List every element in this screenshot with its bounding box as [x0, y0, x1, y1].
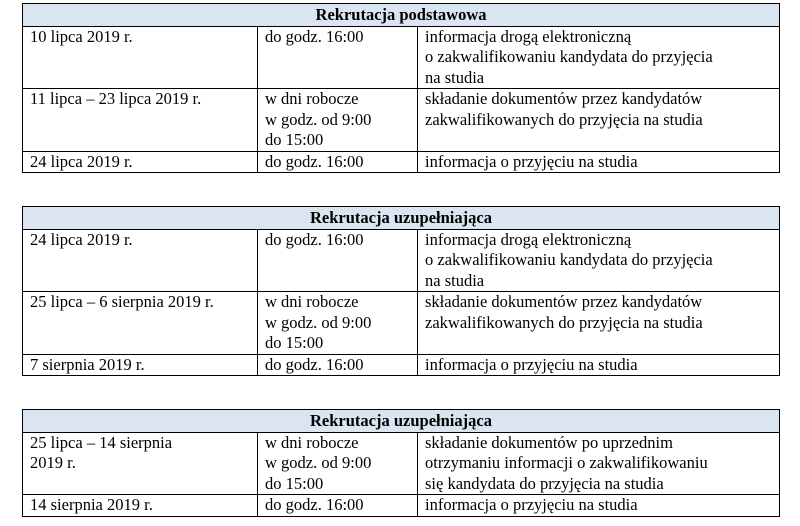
description-cell: [418, 229, 780, 292]
table-row: [23, 151, 780, 173]
section-title: Rekrutacja podstawowa: [23, 4, 780, 27]
description-line: się kandydata do przyjęcia na studia: [425, 473, 664, 493]
description-cell: [418, 432, 780, 495]
schedule-table-basic: [22, 3, 780, 173]
description-line: składanie dokumentów przez kandydatów: [425, 89, 703, 108]
description-line: składanie dokumentów przez kandydatów: [425, 292, 703, 311]
time-line: w dni robocze: [265, 432, 359, 452]
date-cell: [23, 292, 258, 355]
date-cell: [23, 354, 258, 376]
description-line: informacja o przyjęciu na studia: [425, 354, 638, 374]
time-line: do godz. 16:00: [265, 354, 364, 374]
description-line: zakwalifikowanych do przyjęcia na studia: [425, 312, 703, 332]
time-cell: [258, 151, 418, 173]
table-row: [23, 354, 780, 376]
table-row: [23, 495, 780, 517]
time-cell: [258, 432, 418, 495]
time-line: do godz. 16:00: [265, 229, 364, 249]
date-cell: [23, 229, 258, 292]
date-line: 25 lipca – 6 sierpnia 2019 r.: [30, 292, 214, 311]
time-line: w dni robocze: [265, 292, 359, 311]
date-line: 25 lipca – 14 sierpnia: [30, 432, 173, 452]
time-line: w godz. od 9:00: [265, 109, 372, 129]
time-cell: [258, 354, 418, 376]
time-line: w godz. od 9:00: [265, 312, 372, 332]
time-line: do godz. 16:00: [265, 151, 364, 171]
date-line: 7 sierpnia 2019 r.: [30, 354, 145, 374]
schedule-table-supplementary-1: [22, 206, 780, 376]
time-cell: [258, 89, 418, 152]
date-line: 11 lipca – 23 lipca 2019 r.: [30, 89, 202, 108]
time-line: w godz. od 9:00: [265, 453, 372, 472]
section-title: Rekrutacja uzupełniająca: [23, 207, 780, 230]
description-line: informacja o przyjęciu na studia: [425, 151, 638, 171]
description-cell: [418, 354, 780, 376]
time-line: w dni robocze: [265, 89, 359, 108]
date-line: 10 lipca 2019 r.: [30, 26, 133, 46]
description-line: o zakwalifikowaniu kandydata do przyjęcia: [425, 47, 713, 66]
date-line: 24 lipca 2019 r.: [30, 151, 133, 171]
time-cell: [258, 229, 418, 292]
section-title: Rekrutacja uzupełniająca: [23, 410, 780, 433]
description-line: zakwalifikowanych do przyjęcia na studia: [425, 109, 703, 129]
description-line: informacja o przyjęciu na studia: [425, 495, 638, 514]
date-line: 2019 r.: [30, 453, 76, 472]
schedule-table-supplementary-2: [22, 409, 780, 517]
description-line: na studia: [425, 270, 485, 290]
section-header-row: [23, 207, 780, 230]
description-line: o zakwalifikowaniu kandydata do przyjęcia: [425, 250, 713, 269]
description-cell: [418, 151, 780, 173]
table-row: [23, 229, 780, 292]
date-line: 24 lipca 2019 r.: [30, 229, 133, 249]
table-row: [23, 432, 780, 495]
date-cell: [23, 495, 258, 517]
date-cell: [23, 432, 258, 495]
time-line: do 15:00: [265, 473, 324, 493]
description-line: informacja drogą elektroniczną: [425, 229, 632, 249]
time-line: do godz. 16:00: [265, 495, 364, 514]
description-line: składanie dokumentów po uprzednim: [425, 432, 673, 452]
time-cell: [258, 495, 418, 517]
description-line: informacja drogą elektroniczną: [425, 26, 632, 46]
date-cell: [23, 151, 258, 173]
date-line: 14 sierpnia 2019 r.: [30, 495, 153, 514]
date-cell: [23, 89, 258, 152]
table-row: [23, 292, 780, 355]
description-cell: [418, 495, 780, 517]
description-cell: [418, 292, 780, 355]
description-line: na studia: [425, 67, 485, 87]
time-line: do 15:00: [265, 333, 324, 352]
description-cell: [418, 89, 780, 152]
section-header-row: [23, 410, 780, 433]
table-row: [23, 89, 780, 152]
date-cell: [23, 26, 258, 89]
description-line: otrzymaniu informacji o zakwalifikowaniu: [425, 453, 708, 472]
time-line: do godz. 16:00: [265, 26, 364, 46]
section-header-row: [23, 4, 780, 27]
table-row: [23, 26, 780, 89]
time-cell: [258, 26, 418, 89]
description-cell: [418, 26, 780, 89]
time-cell: [258, 292, 418, 355]
time-line: do 15:00: [265, 130, 324, 149]
